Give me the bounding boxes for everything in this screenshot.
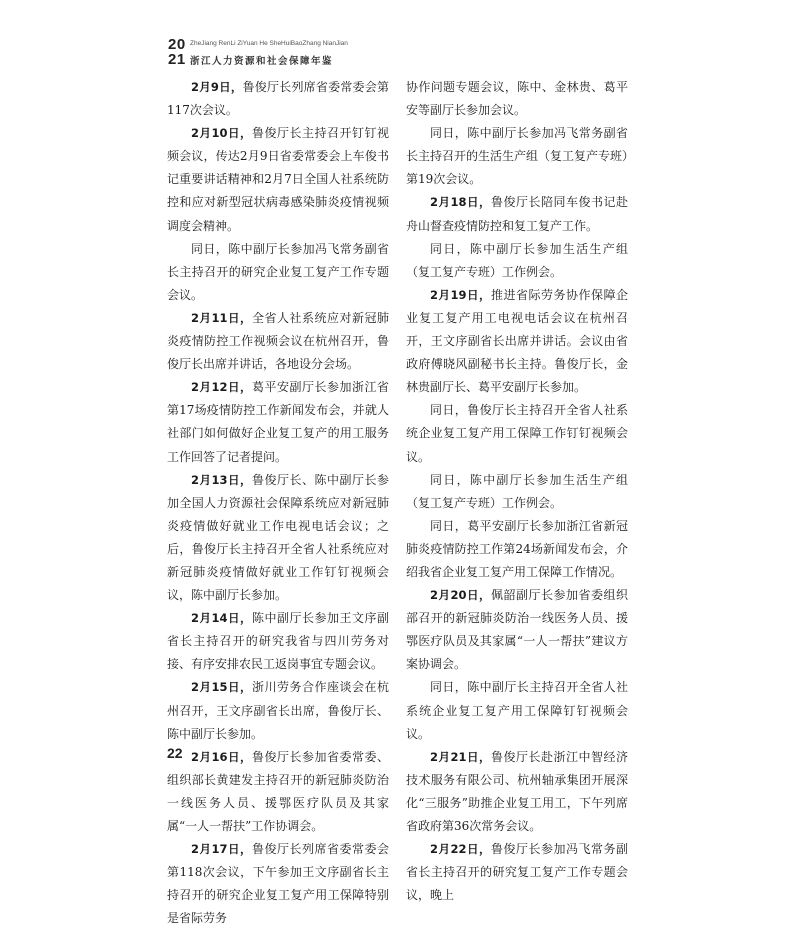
page-number: 22: [167, 745, 183, 761]
header-book-title: 浙江人力资源和社会保障年鉴: [190, 56, 334, 67]
entry-date: 2月15日，: [191, 680, 252, 695]
chronicle-entry: [406, 399, 628, 468]
header-pinyin-subtitle: ZheJiang RenLi ZiYuan He SheHuiBaoZhang NianJian: [190, 40, 348, 47]
chronicle-entry: [406, 469, 628, 515]
entry-text: 同日，陈中副厅长参加生活生产组（复工复产专班）工作例会。: [406, 241, 628, 279]
entry-date: 2月19日，: [430, 287, 491, 302]
chronicle-entry: [167, 746, 389, 838]
entry-text: 陈中副厅长参加王文序副省长主持召开的研究我省与四川劳务对接、有序安排农民工返岗事宜专题会议。: [167, 611, 389, 672]
entry-date: 2月12日，: [191, 380, 252, 395]
left-text-column: [167, 76, 389, 930]
entry-text: 同日，陈中副厅长主持召开全省人社系统企业复工复产用工保障钉钉视频会议。: [406, 680, 628, 741]
chronicle-entry: [406, 838, 628, 907]
entry-text: 鲁俊厅长列席省委常委会第117次会议。: [167, 80, 389, 118]
entry-text: 同日，鲁俊厅长主持召开全省人社系统企业复工复产用工保障工作钉钉视频会议。: [406, 403, 628, 464]
entry-date: 2月10日，: [191, 126, 252, 141]
chronicle-entry: [406, 676, 628, 745]
entry-text: 同日，陈中副厅长参加冯飞常务副省长主持召开的研究企业复工复产工作专题会议。: [167, 241, 389, 302]
chronicle-entry: [167, 307, 389, 376]
entry-date: 2月21日，: [430, 749, 491, 764]
entry-date: 2月14日，: [191, 611, 252, 626]
entry-text: 浙川劳务合作座谈会在杭州召开，王文序副省长出席，鲁俊厅长、陈中副厅长参加。: [167, 680, 389, 741]
entry-text: 鲁俊厅长、陈中副厅长参加全国人力资源社会保障系统应对新冠肺炎疫情做好就业工作电视电话会议；之后，鲁俊厅长主持召开全省人社系统应对新冠肺炎疫情做好就业工作钉钉视频会议，陈中副厅长参加。: [167, 472, 389, 603]
entry-date: 2月18日，: [430, 195, 491, 210]
entry-text: 葛平安副厅长参加浙江省第17场疫情防控工作新闻发布会，并就人社部门如何做好企业复工复产的用工服务工作回答了记者提问。: [167, 380, 389, 464]
chronicle-entry: [167, 607, 389, 676]
entry-date: 2月22日，: [430, 842, 491, 857]
chronicle-entry: [167, 676, 389, 745]
entry-date: 2月16日，: [191, 749, 252, 764]
chronicle-entry: [406, 238, 628, 284]
header-year-top: 20: [168, 36, 186, 53]
chronicle-entry: [167, 838, 389, 930]
entry-text: 鲁俊厅长陪同车俊书记赴舟山督查疫情防控和复工复产工作。: [406, 195, 628, 233]
entry-text: 鲁俊厅长参加冯飞常务副省长主持召开的研究复工复产工作专题会议，晚上: [406, 842, 628, 903]
entry-date: 2月13日，: [191, 472, 252, 487]
entry-text: 推进省际劳务协作保障企业复工复产用工电视电话会议在杭州召开，王文序副省长出席并讲话。会议由省政府傅晓风副秘书长主持。鲁俊厅长，金林贵副厅长、葛平安副厅长参加。: [406, 287, 628, 395]
running-header: [168, 37, 648, 67]
entry-text: 鲁俊厅长主持召开钉钉视频会议，传达2月9日省委常委会上车俊书记重要讲话精神和2月7日全国人社系统防控和应对新型冠状病毒感染肺炎疫情视频调度会精神。: [167, 126, 389, 233]
right-text-column: [406, 76, 628, 907]
entry-text: 鲁俊厅长列席省委常委会第118次会议，下午参加王文序副省长主持召开的研究企业复工复产用工保障特别是省际劳务: [167, 842, 389, 926]
chronicle-entry: [167, 238, 389, 307]
entry-date: 2月9日，: [191, 80, 243, 94]
chronicle-entry: [167, 376, 389, 468]
chronicle-entry: [406, 76, 628, 122]
entry-text: 鲁俊厅长参加省委常委、组织部长黄建发主持召开的新冠肺炎防治一线医务人员、援鄂医疗队员及其家属“一人一帮扶”工作协调会。: [167, 749, 389, 833]
entry-date: 2月11日，: [191, 310, 252, 325]
chronicle-entry: [406, 584, 628, 676]
entry-text: 同日，陈中副厅长参加生活生产组（复工复产专班）工作例会。: [406, 472, 628, 510]
chronicle-entry: [406, 746, 628, 838]
entry-date: 2月20日，: [430, 588, 491, 603]
chronicle-entry: [167, 122, 389, 237]
chronicle-entry: [406, 284, 628, 399]
header-year-bottom: 21: [168, 51, 186, 68]
entry-text: 全省人社系统应对新冠肺炎疫情防控工作视频会议在杭州召开，鲁俊厅长出席并讲话，各地设分会场。: [167, 310, 389, 372]
chronicle-entry: [406, 191, 628, 237]
chronicle-entry: [406, 515, 628, 584]
chronicle-entry: [167, 76, 389, 122]
chronicle-entry: [406, 122, 628, 191]
entry-text: 佩韶副厅长参加省委组织部召开的新冠肺炎防治一线医务人员、援鄂医疗队员及其家属“一人一帮扶”建议方案协调会。: [406, 588, 628, 672]
entry-text: 同日，葛平安副厅长参加浙江省新冠肺炎疫情防控工作第24场新闻发布会，介绍我省企业复工复产用工保障工作情况。: [406, 518, 628, 579]
chronicle-entry: [167, 469, 389, 608]
entry-text: 协作问题专题会议，陈中、金林贵、葛平安等副厅长参加会议。: [406, 80, 628, 118]
entry-date: 2月17日，: [191, 842, 252, 857]
entry-text: 同日，陈中副厅长参加冯飞常务副省长主持召开的生活生产组（复工复产专班）第19次会议。: [406, 126, 629, 187]
entry-text: 鲁俊厅长赴浙江中智经济技术服务有限公司、杭州轴承集团开展深化“三服务”助推企业复工用工，下午列席省政府第36次常务会议。: [406, 749, 628, 833]
